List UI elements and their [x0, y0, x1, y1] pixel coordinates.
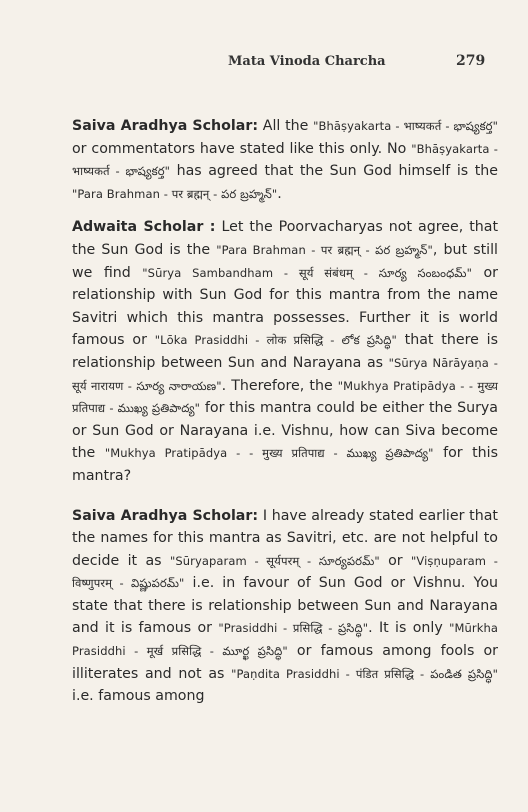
quoted-term: "Viṣṇuparam - विष्णुपरम् - విష్ణుపరమ్": [72, 553, 498, 591]
quoted-term: "Lōka Prasiddhi - लोक प्रसिद्धि - లోక ప్రసిద్ధి": [154, 333, 397, 348]
text-run: or relationship with Sun God for this mantra from the name Savitri which this mantra possesses. Further it is world famous or: [72, 264, 498, 349]
text-run: or famous among fools or illiterates and not as: [72, 643, 498, 682]
text-run: i.e. in favour of Sun God or Vishnu. You state that there is relationship between Sun and Narayana and it is famous or: [72, 575, 498, 637]
text-run: I have already stated earlier that the names for this mantra as Savitri, etc. are not helpful to decide it as: [72, 507, 498, 569]
paragraph-text: [72, 508, 498, 705]
quoted-term: "Paṇdita Prasiddhi - पंडित प्रसिद्धि - పండిత ప్రసిద్ధి": [231, 666, 498, 681]
quoted-term: "Prasiddhi - प्रसिद्धि - ప్రసిద్ధి": [218, 621, 369, 636]
quoted-term: "Sūrya Nārāyaṇa - सूर्य नारायण - సూర్య నారాయణ": [72, 355, 499, 393]
page-body: [72, 115, 498, 719]
text-run: . It is only: [368, 620, 450, 637]
quoted-term: "Mūrkha Prasiddhi - मूर्ख प्रसिद्धि - మూర్ఖ ప్రసిద్ధి": [72, 621, 499, 659]
text-run: i.e. famous among: [72, 688, 205, 705]
text-run: or: [379, 552, 412, 569]
text-run: Let the Poorvacharyas not agree, that the Sun God is the: [72, 219, 499, 258]
running-title: Mata Vinoda Charcha: [228, 54, 386, 69]
quoted-term: "Para Brahman - पर ब्रह्मन् - పర బ్రహ్మన్": [216, 242, 433, 257]
page-number: 279: [456, 53, 486, 69]
quoted-term: "Sūryaparam - सूर्यपरम् - సూర్యపరమ్": [169, 553, 380, 568]
running-header: [0, 54, 528, 74]
quoted-term: "Para Brahman - पर ब्रह्मन् - పర బ్రహ్మన్": [72, 186, 278, 201]
speaker-label: Saiva Aradhya Scholar:: [72, 507, 259, 524]
text-run: . Therefore, the: [221, 377, 338, 394]
quoted-term: "Mukhya Pratipādya - - मुख्य प्रतिपाद्य - ముఖ్య ప్రతిపాద్య": [72, 378, 499, 416]
text-run: that there is relationship between Sun and Narayana as: [72, 332, 498, 371]
text-run: , but still we find: [72, 241, 498, 281]
quoted-term: "Sūrya Sambandham - सूर्य संबंधम् - సూర్య సంబంధమ్": [142, 265, 472, 280]
text-run: All the: [258, 118, 314, 134]
text-run: .: [277, 185, 282, 202]
text-run: for this mantra could be either the Surya or Sun God or Narayana i.e. Vishnu, how can Siva become the: [72, 400, 498, 462]
quoted-term: "Bhāṣyakarta - भाष्यकर्त - భాష్యకర్త": [72, 141, 498, 179]
text-run: for this mantra?: [72, 445, 498, 484]
speaker-label: Adwaita Scholar :: [72, 219, 216, 236]
text-run: has agreed that the Sun God himself is the: [170, 163, 499, 180]
text-run: or commentators have stated like this only. No: [72, 140, 412, 157]
paragraph: [72, 505, 498, 708]
quoted-term: "Bhāṣyakarta - भाष्यकर्त - భాష్యకర్త": [313, 119, 498, 133]
speaker-label: Saiva Aradhya Scholar:: [72, 118, 259, 134]
paragraph: [72, 115, 498, 205]
paragraph-text: [72, 219, 498, 484]
quoted-term: "Mukhya Pratipādya - - मुख्य प्रतिपाद्य - ముఖ్య ప్రతిపాద్య": [104, 446, 434, 461]
paragraph: [72, 216, 498, 487]
